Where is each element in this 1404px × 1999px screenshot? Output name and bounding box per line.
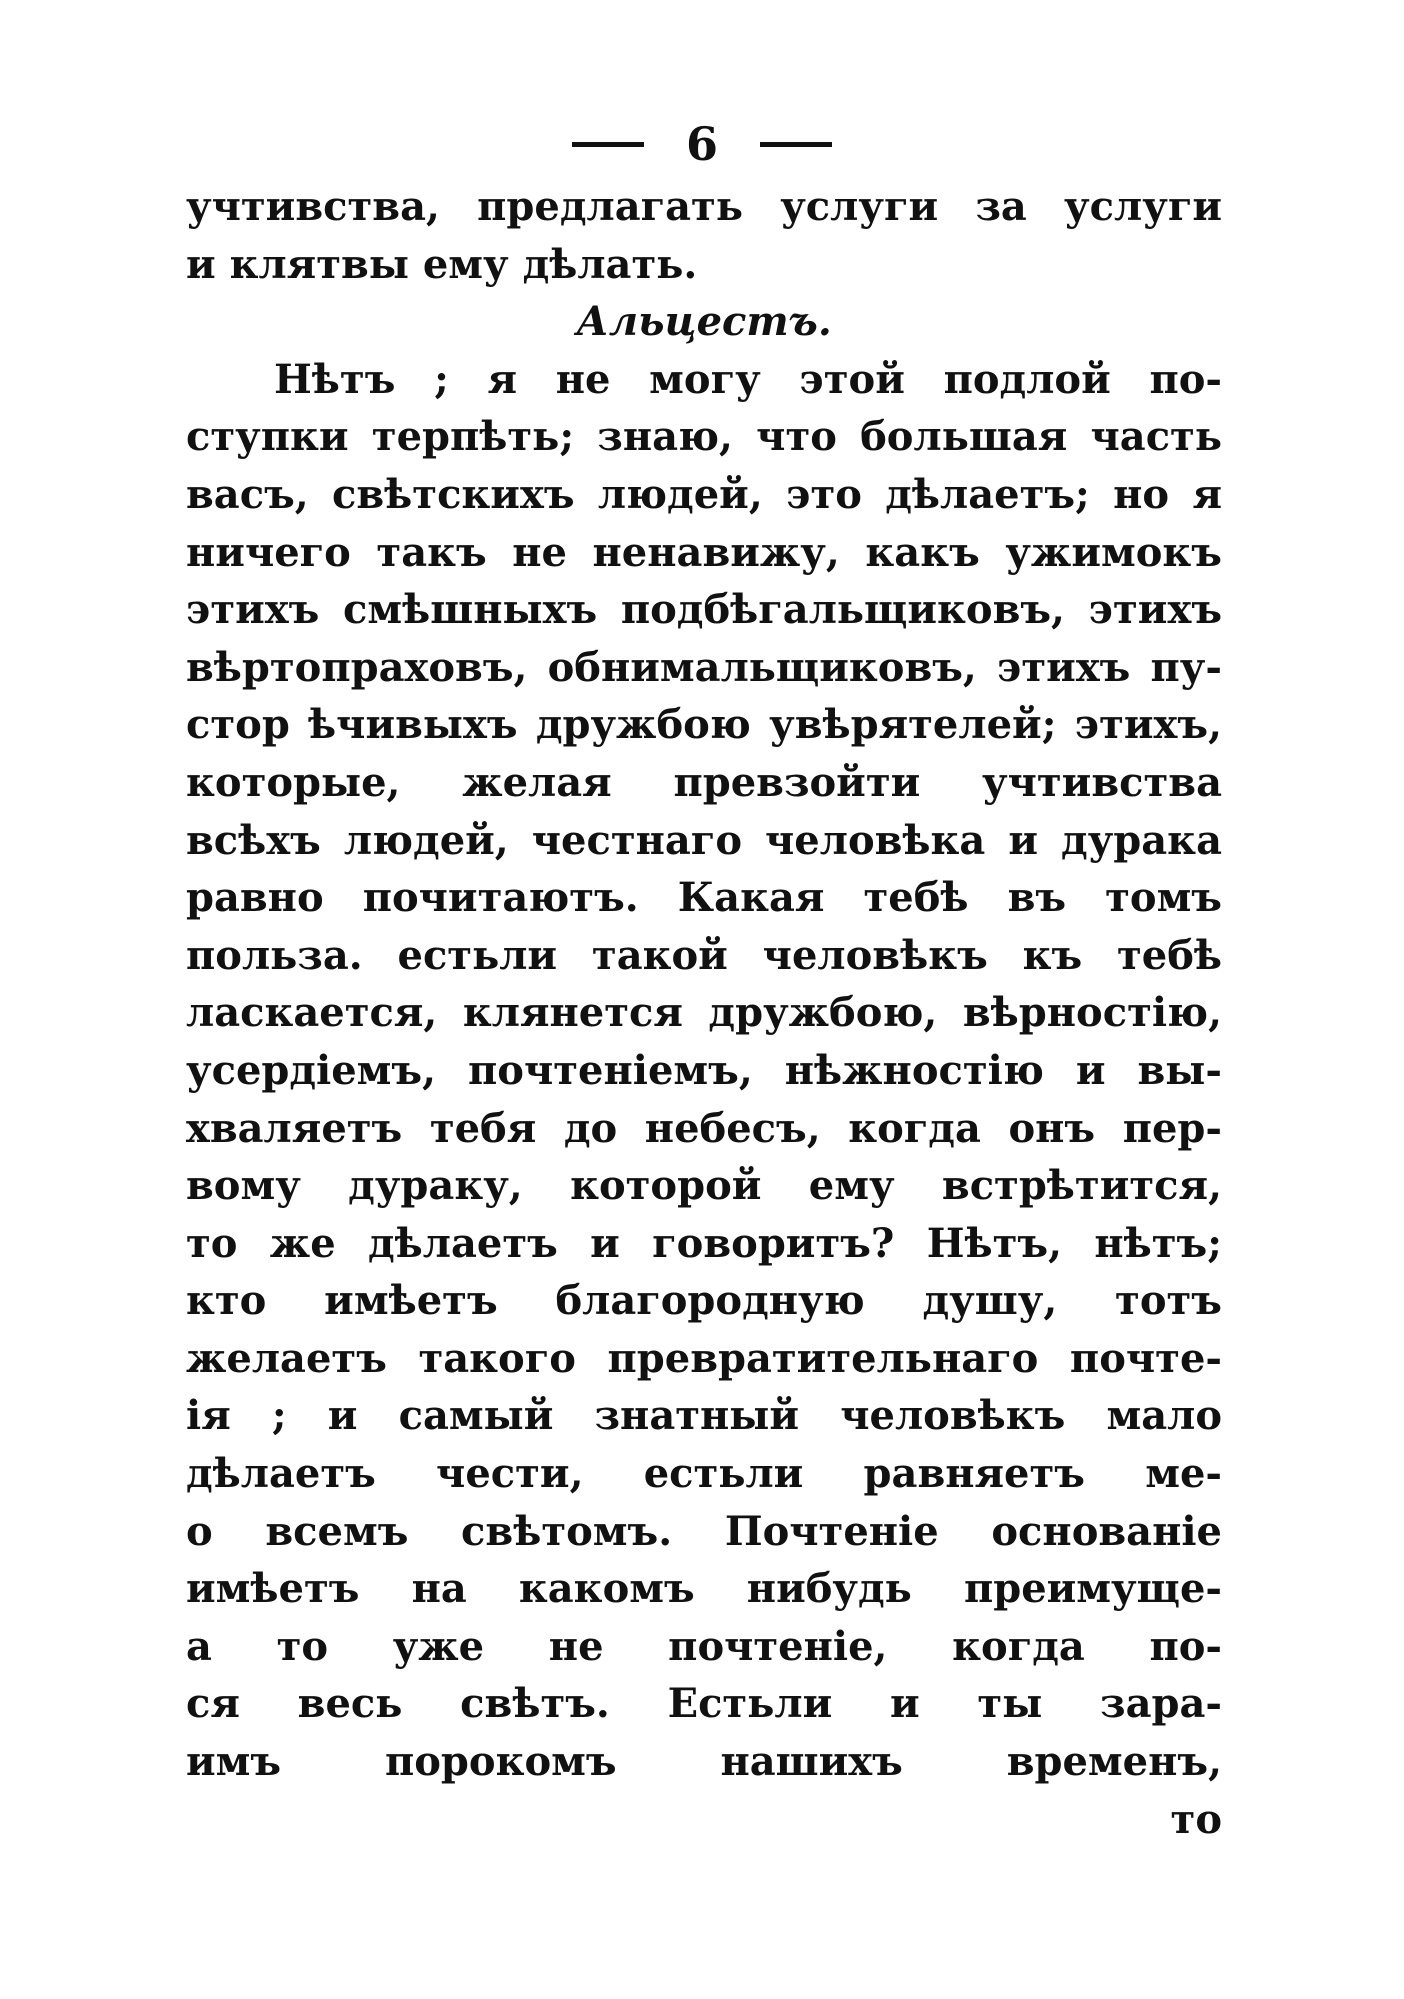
header-dash-right (760, 142, 832, 147)
text-line: ступки терпѣть; знаю, что большая часть (186, 413, 1222, 461)
text-line: ласкается, клянется дружбою, вѣрностію, (186, 989, 1222, 1037)
page-header (0, 112, 1404, 172)
text-line: равно почитаютъ. Какая тебѣ въ томъ (186, 874, 1222, 922)
body-text (186, 178, 1222, 1848)
text-line: хваляетъ тебя до небесъ, когда онъ пер- (186, 1104, 1222, 1152)
text-line: то же дѣлаетъ и говоритъ? Нѣтъ, нѣтъ; (186, 1219, 1222, 1267)
text-line: Нѣтъ ; я не могу этой подлой по- (274, 355, 1222, 403)
page-number: 6 (685, 117, 718, 171)
text-line: польза. естьли такой человѣкъ къ тебѣ (186, 931, 1222, 979)
text-line: а то уже не почтеніе, когда по- (186, 1622, 1222, 1670)
text-line: васъ, свѣтскихъ людей, это дѣлаетъ; но я (186, 470, 1222, 518)
text-line: дѣлаетъ чести, естьли равняетъ ме- (186, 1450, 1222, 1498)
text-line: желаетъ такого превратительнаго почте- (186, 1334, 1222, 1382)
text-line: о всемъ свѣтомъ. Почтеніе основаніе (186, 1507, 1222, 1555)
text-line: ничего такъ не ненавижу, какъ ужимокъ (186, 528, 1222, 576)
text-line: вѣртопраховъ, обнимальщиковъ, этихъ пу- (186, 643, 1222, 691)
header-dash-left (572, 142, 644, 147)
text-line: всѣхъ людей, честнаго человѣка и дурака (186, 816, 1222, 864)
text-line: имѣетъ на какомъ нибудь преимуще- (186, 1565, 1222, 1613)
catchword: то (1170, 1795, 1222, 1843)
text-line: вому дураку, которой ему встрѣтится, (186, 1162, 1222, 1210)
text-line: ія ; и самый знатный человѣкъ мало (186, 1392, 1222, 1440)
text-line: ся весь свѣтъ. Естьли и ты зара- (186, 1680, 1222, 1728)
text-line: усердіемъ, почтеніемъ, нѣжностію и вы- (186, 1046, 1222, 1094)
text-line: имъ порокомъ нашихъ временъ, (186, 1738, 1222, 1786)
text-line: кто имѣетъ благородную душу, тотъ (186, 1277, 1222, 1325)
text-line: этихъ смѣшныхъ подбѣгальщиковъ, этихъ (186, 586, 1222, 634)
text-line: стор ѣчивыхъ дружбою увѣрятелей; этихъ, (186, 701, 1222, 749)
text-line: и клятвы ему дѣлать. (186, 240, 698, 288)
text-line: которые, желая превзойти учтивства (186, 758, 1222, 806)
text-line: учтивства, предлагать услуги за услуги (186, 183, 1222, 230)
speaker-name: Альцестъ. (576, 298, 832, 346)
